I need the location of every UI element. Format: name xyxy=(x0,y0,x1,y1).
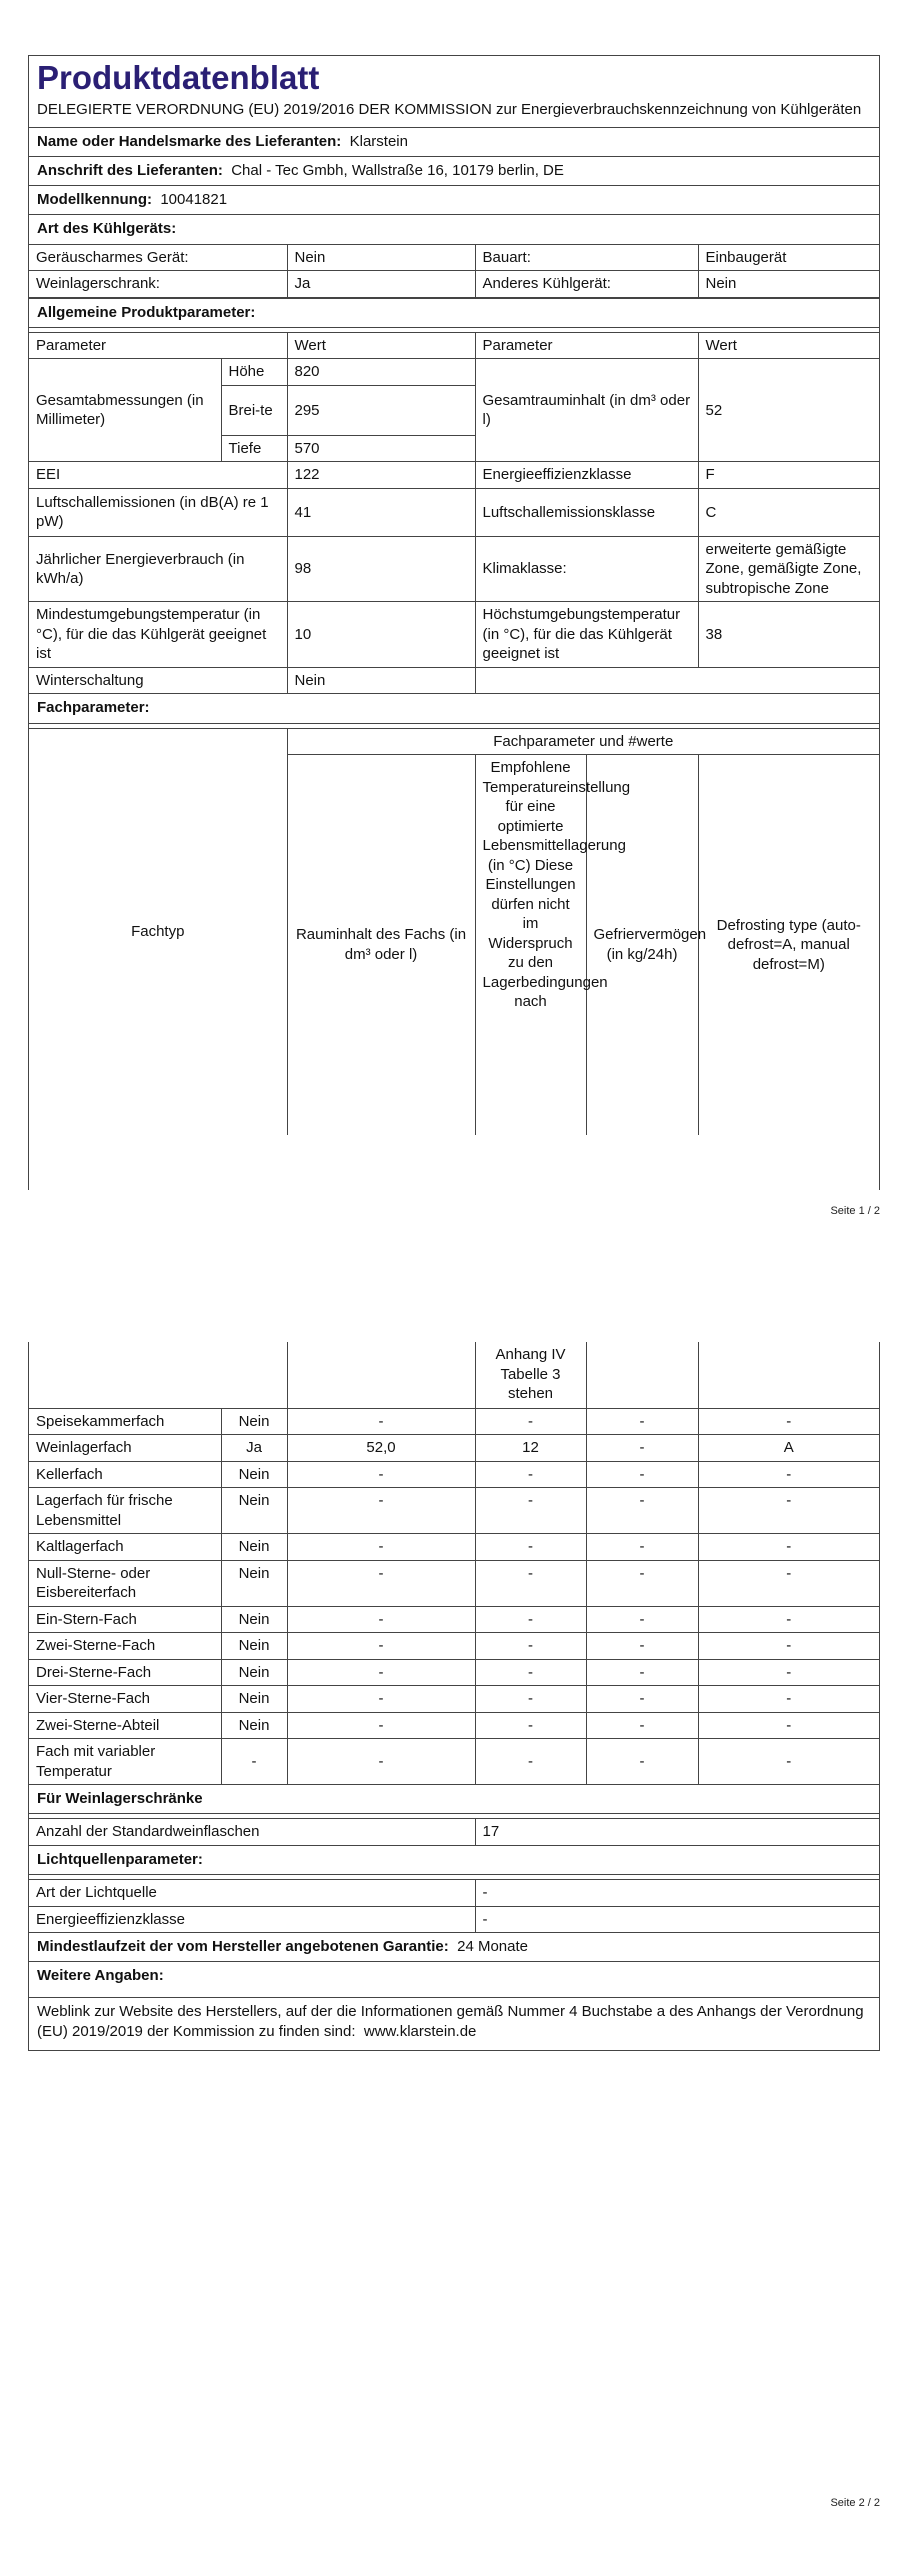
wine-heading: Für Weinlagerschränke xyxy=(29,1785,879,1814)
col-temp-continued: Anhang IV Tabelle 3 stehen xyxy=(475,1342,586,1408)
fach-params-heading: Fachparameter: xyxy=(29,694,879,723)
table-row: Weinlagerfach Ja 52,0 12 - A xyxy=(29,1435,879,1462)
col-temp-header: Empfohlene Temperatureinstellung für eine optimierte Lebensmittellagerung (in °C) Diese Einstellungen dürfen nicht im Widerspruch zu den Lagerbedingungen nach xyxy=(475,755,586,1135)
weblink-value: www.klarstein.de xyxy=(363,2022,477,2040)
type-table xyxy=(29,245,879,298)
datasheet-page-2 xyxy=(28,1342,880,2051)
table-row: Gesamtabmessungen (in Millimeter) Höhe 820 Gesamtrauminhalt (in dm³ oder l) 52 xyxy=(29,359,879,386)
address-row xyxy=(29,157,879,186)
model-row xyxy=(29,186,879,215)
more-info-heading: Weitere Angaben: xyxy=(29,1962,879,1997)
warranty-row: Mindestlaufzeit der vom Hersteller angebotenen Garantie: 24 Monate xyxy=(29,1933,879,1962)
col-freeze-header: Gefriervermögen (in kg/24h) xyxy=(586,755,698,1135)
light-table xyxy=(29,1879,879,1933)
page-number-2: Seite 2 / 2 xyxy=(830,2497,880,2509)
light-heading: Lichtquellenparameter: xyxy=(29,1846,879,1875)
table-row: Speisekammerfach Nein - - - - xyxy=(29,1408,879,1435)
datasheet-page-1 xyxy=(28,55,880,1190)
table-row: Tiefe 570 xyxy=(29,435,879,462)
page-number-1: Seite 1 / 2 xyxy=(830,1205,880,1217)
volume-value: 52 xyxy=(698,359,879,462)
table-row: Drei-Sterne-Fach Nein - - - - xyxy=(29,1659,879,1686)
table-row: Ein-Stern-Fach Nein - - - - xyxy=(29,1606,879,1633)
table-row: Mindestumgebungstemperatur (in °C), für die das Kühlgerät geeignet ist 10 Höchstumgebungstemperatur (in °C), für die das Kühlgerät geeignet ist 38 xyxy=(29,602,879,668)
regulation-subtitle: DELEGIERTE VERORDNUNG (EU) 2019/2016 DER KOMMISSION zur Energieverbrauchskennzeichnung von Kühlgeräten xyxy=(29,98,879,127)
page-title: Produktdatenblatt xyxy=(37,59,320,96)
supplier-label: Name oder Handelsmarke des Lieferanten: xyxy=(37,132,342,150)
table-row: Kaltlagerfach Nein - - - - xyxy=(29,1534,879,1561)
table-row: EEI 122 Energieeffizienzklasse F xyxy=(29,462,879,489)
table-header-row xyxy=(29,728,879,755)
supplier-value: Klarstein xyxy=(349,132,408,150)
compartment-header-table xyxy=(29,728,879,1135)
table-row: Anzahl der Standardweinflaschen 17 xyxy=(29,1819,879,1846)
table-row xyxy=(29,1342,879,1408)
general-params-heading: Allgemeine Produktparameter: xyxy=(29,298,879,328)
model-label: Modellkennung: xyxy=(37,191,152,209)
volume-label: Gesamtrauminhalt (in dm³ oder l) xyxy=(475,359,698,462)
table-row: Winterschaltung Nein xyxy=(29,667,879,694)
table-row: Art der Lichtquelle - xyxy=(29,1880,879,1907)
table-row: Kellerfach Nein - - - - xyxy=(29,1461,879,1488)
table-row: Weinlagerschrank: Ja Anderes Kühlgerät: Nein xyxy=(29,271,879,298)
type-heading: Art des Kühlgeräts: xyxy=(29,215,879,244)
table-row: Zwei-Sterne-Abteil Nein - - - - xyxy=(29,1712,879,1739)
col-defrost-header: Defrosting type (auto-defrost=A, manual defrost=M) xyxy=(698,755,879,1135)
table-row: Null-Sterne- oder Eisbereiterfach Nein - - - - xyxy=(29,1560,879,1606)
wine-table xyxy=(29,1818,879,1846)
compartment-table xyxy=(29,1342,879,1785)
table-row: Brei-te 295 xyxy=(29,385,879,435)
table-row: Jährlicher Energieverbrauch (in kWh/a) 98 Klimaklasse: erweiterte gemäßigte Zone, gemäßigte Zone, subtropische Zone xyxy=(29,536,879,602)
general-params-table xyxy=(29,332,879,695)
fach-group-header: Fachparameter und #werte xyxy=(287,728,879,755)
table-row: Fach mit variabler Temperatur - - - - - xyxy=(29,1739,879,1785)
address-label: Anschrift des Lieferanten: xyxy=(37,161,223,179)
supplier-row xyxy=(29,128,879,157)
weblink-row: Weblink zur Website des Herstellers, auf der die Informationen gemäß Nummer 4 Buchstabe a des Anhangs der Verordnung (EU) 2019/2019 der Kommission zu finden sind: www.klarstein.de xyxy=(37,2002,864,2040)
table-row: Vier-Sterne-Fach Nein - - - - xyxy=(29,1686,879,1713)
table-row: Geräuscharmes Gerät: Nein Bauart: Einbaugerät xyxy=(29,245,879,271)
table-row: Luftschallemissionen (in dB(A) re 1 pW) 41 Luftschallemissionsklasse C xyxy=(29,488,879,536)
table-header-row: Parameter Wert Parameter Wert xyxy=(29,332,879,359)
col-volume-header: Rauminhalt des Fachs (in dm³ oder l) xyxy=(287,755,475,1135)
table-row: Lagerfach für frische Lebensmittel Nein - - - - xyxy=(29,1488,879,1534)
table-row: Energieeffizienzklasse - xyxy=(29,1906,879,1933)
dims-label: Gesamtabmessungen (in Millimeter) xyxy=(29,359,221,462)
fach-type-header: Fachtyp xyxy=(29,728,287,1135)
model-value: 10041821 xyxy=(160,191,228,209)
table-row: Zwei-Sterne-Fach Nein - - - - xyxy=(29,1633,879,1660)
address-value: Chal - Tec Gmbh, Wallstraße 16, 10179 berlin, DE xyxy=(231,161,564,179)
